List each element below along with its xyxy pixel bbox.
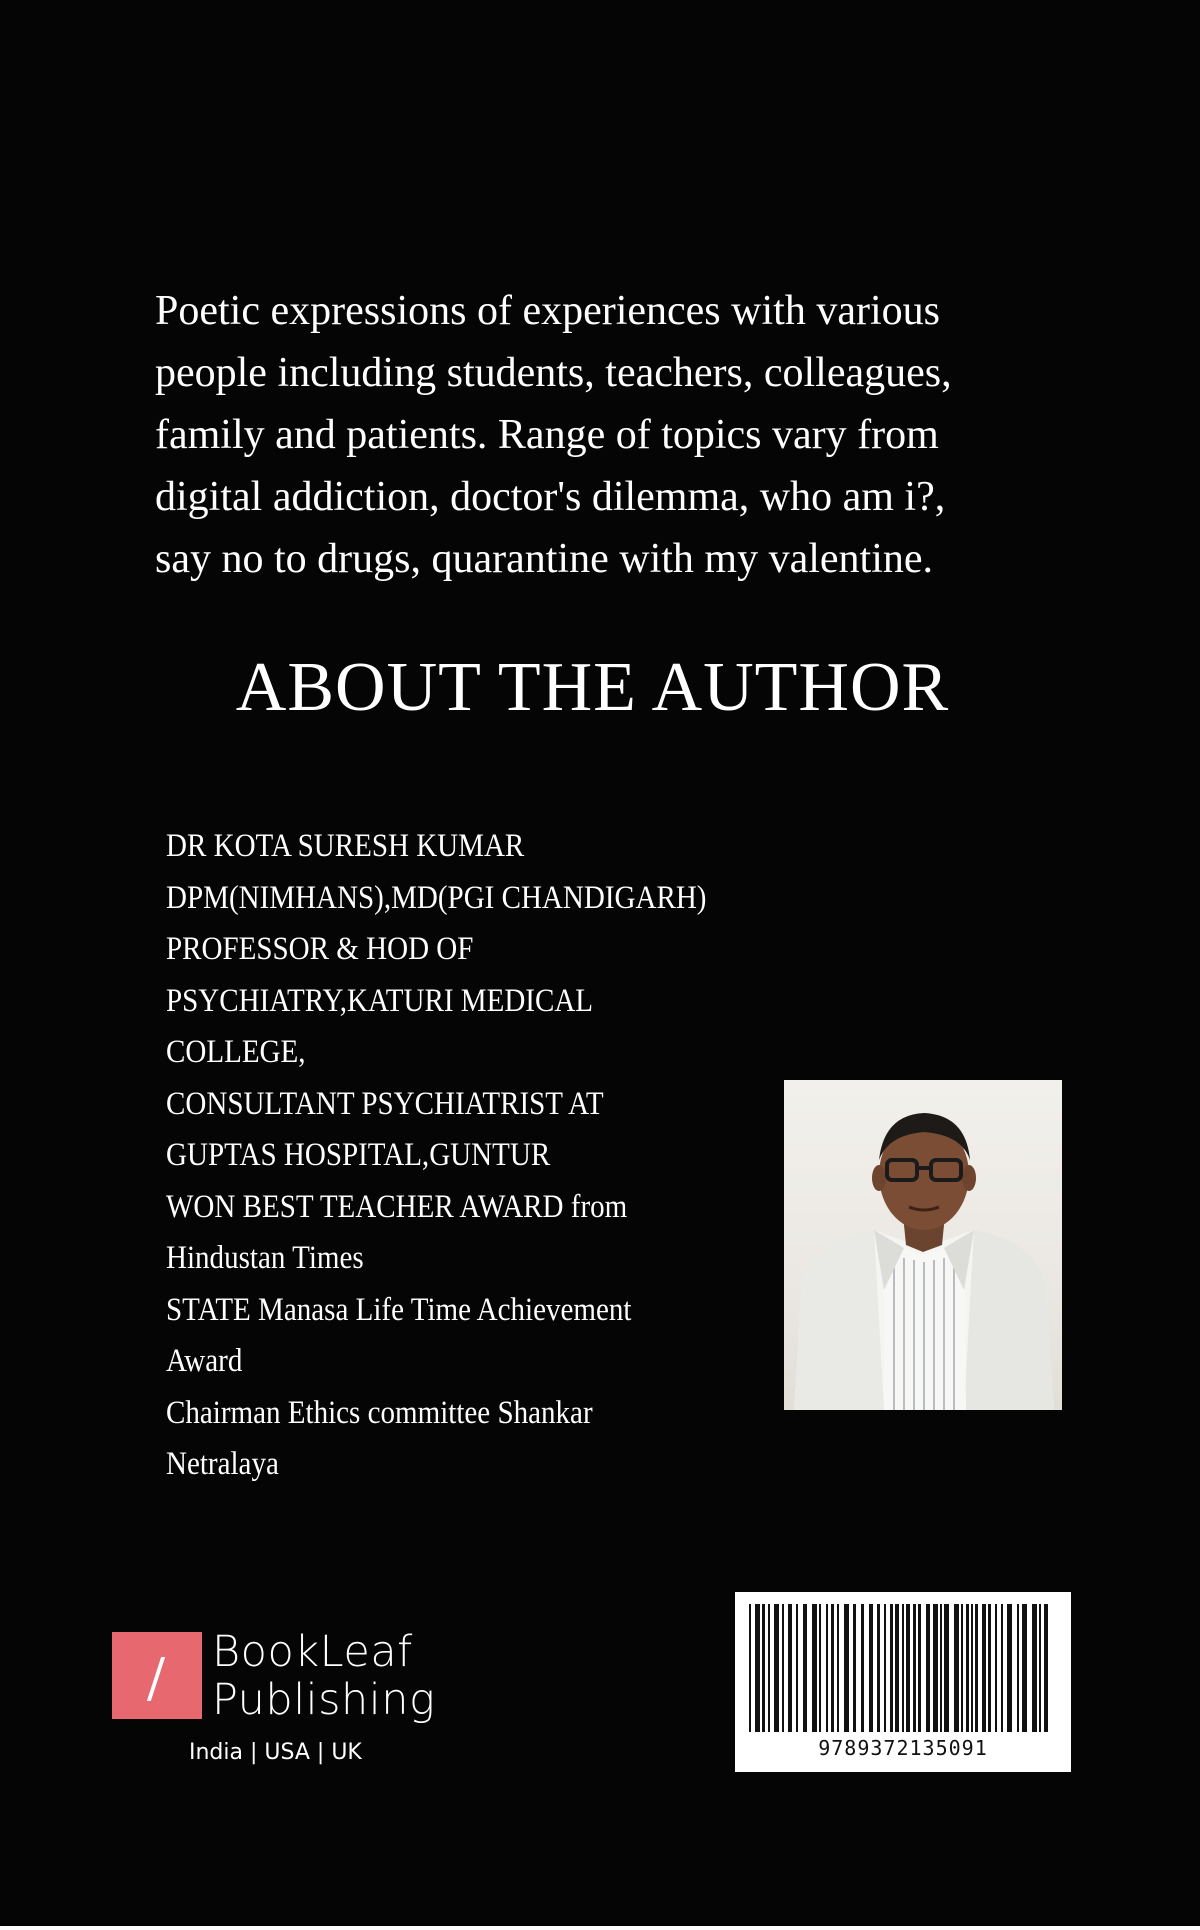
- publisher-regions: India | USA | UK: [189, 1740, 362, 1765]
- barcode-bar: [826, 1604, 828, 1732]
- barcode-bar: [902, 1604, 904, 1732]
- barcode-bar: [944, 1604, 949, 1732]
- barcode-bar: [1017, 1604, 1019, 1732]
- publisher-logo: [112, 1628, 472, 1768]
- barcode-bar: [982, 1604, 986, 1732]
- barcode-bar: [755, 1604, 760, 1732]
- barcode-bar: [1022, 1604, 1027, 1732]
- barcode-bar: [831, 1604, 834, 1732]
- bio-line: DPM(NIMHANS),MD(PGI CHANDIGARH): [166, 879, 707, 916]
- barcode-bar: [926, 1604, 930, 1732]
- barcode-bar: [940, 1604, 942, 1732]
- description-line: Poetic expressions of experiences with various: [155, 288, 940, 334]
- barcode-bar: [961, 1604, 963, 1732]
- description-line: say no to drugs, quarantine with my valentine.: [155, 536, 934, 582]
- barcode-bar: [774, 1604, 779, 1732]
- logo-mark: [112, 1632, 202, 1719]
- barcode-bar: [933, 1604, 938, 1732]
- barcode-bar: [971, 1604, 973, 1732]
- barcode-bar: [1007, 1604, 1012, 1732]
- barcode-bar: [796, 1604, 798, 1732]
- barcode-bar: [844, 1604, 849, 1732]
- description-line: family and patients. Range of topics vary from: [155, 412, 939, 458]
- barcode-bar: [906, 1604, 910, 1732]
- barcode-bar: [966, 1604, 969, 1732]
- bio-line: Award: [166, 1343, 243, 1379]
- author-photo: [784, 1080, 1062, 1410]
- barcode-bar: [812, 1604, 817, 1732]
- barcode-bar: [762, 1604, 765, 1732]
- bio-line: PROFESSOR & HOD OF: [166, 931, 474, 967]
- barcode-bar: [837, 1604, 839, 1732]
- publisher-name-line1: BookLeaf: [212, 1627, 413, 1677]
- isbn-number: 9789372135091: [818, 1736, 988, 1760]
- barcode-bar: [788, 1604, 792, 1732]
- barcode-bar: [890, 1604, 893, 1732]
- book-description: [155, 280, 1075, 590]
- barcode-bar: [913, 1604, 916, 1732]
- publisher-name-line2: Publishing: [212, 1675, 436, 1725]
- barcode-bar: [877, 1604, 880, 1732]
- barcode-bar: [954, 1604, 959, 1732]
- description-line: digital addiction, doctor's dilemma, who am i?,: [155, 474, 946, 520]
- barcode-bar: [749, 1604, 751, 1732]
- barcode-bar: [884, 1604, 886, 1732]
- bio-line: Hindustan Times: [166, 1240, 364, 1276]
- bio-line: STATE Manasa Life Time Achievement: [166, 1291, 632, 1328]
- barcode-bar: [995, 1604, 997, 1732]
- author-portrait-illustration: [784, 1080, 1062, 1410]
- isbn-barcode: [735, 1592, 1071, 1772]
- barcode-bar: [819, 1604, 821, 1732]
- barcode-bar: [1032, 1604, 1037, 1732]
- barcode-bar: [861, 1604, 864, 1732]
- description-line: people including students, teachers, colleagues,: [155, 350, 952, 396]
- bio-line: GUPTAS HOSPITAL,GUNTUR: [166, 1137, 551, 1173]
- barcode-bar: [975, 1604, 978, 1732]
- bio-line: DR KOTA SURESH KUMAR: [166, 828, 525, 864]
- barcode-bars: [749, 1604, 1057, 1732]
- bio-line: WON BEST TEACHER AWARD from: [166, 1188, 628, 1225]
- author-bio: [166, 821, 729, 1491]
- barcode-bar: [768, 1604, 770, 1732]
- barcode-bar: [869, 1604, 873, 1732]
- bio-line: COLLEGE,: [166, 1034, 306, 1070]
- barcode-bar: [918, 1604, 921, 1732]
- bio-line: PSYCHIATRY,KATURI MEDICAL: [166, 982, 594, 1019]
- slash-icon: [147, 1657, 165, 1701]
- barcode-bar: [782, 1604, 784, 1732]
- barcode-bar: [1039, 1604, 1041, 1732]
- barcode-bar: [1001, 1604, 1003, 1732]
- bio-line: Netralaya: [166, 1446, 279, 1482]
- barcode-bar: [853, 1604, 856, 1732]
- about-author-heading: ABOUT THE AUTHOR: [235, 649, 950, 726]
- barcode-bar: [988, 1604, 991, 1732]
- bio-line: Chairman Ethics committee Shankar: [166, 1394, 593, 1431]
- barcode-bar: [895, 1604, 899, 1732]
- bio-line: CONSULTANT PSYCHIATRIST AT: [166, 1085, 604, 1122]
- barcode-bar: [803, 1604, 807, 1732]
- barcode-bar: [1044, 1604, 1048, 1732]
